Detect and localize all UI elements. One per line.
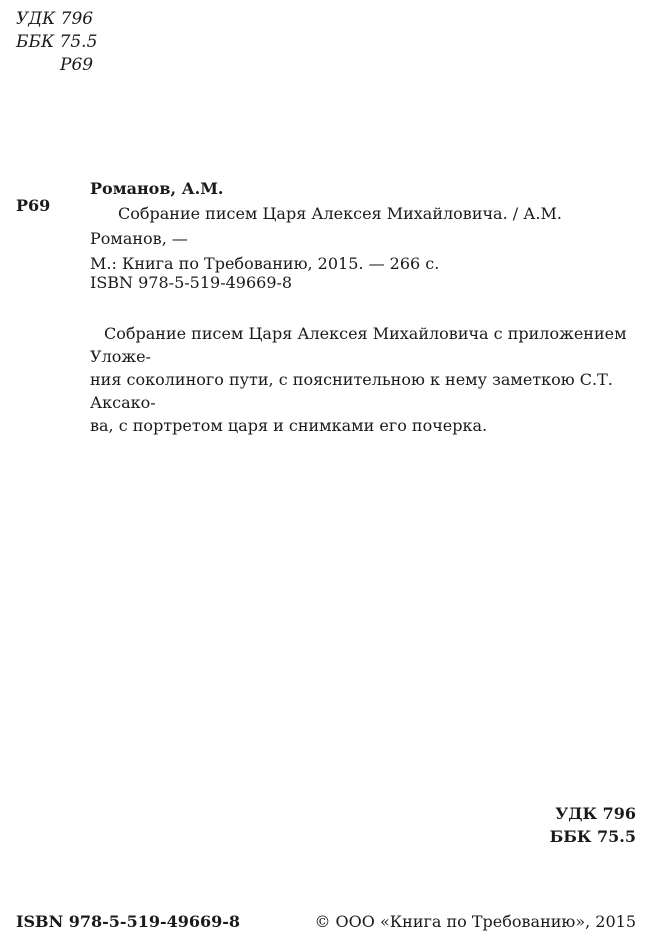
corner-udk: УДК 796	[16, 9, 94, 29]
bibliographic-record	[90, 176, 638, 276]
footer-isbn: ISBN 978-5-519-49669-8	[16, 912, 241, 931]
annotation-line: ния соколиного пути, с пояснительною к нему заметкою С.Т. Аксако-	[90, 370, 613, 412]
isbn-line: ISBN 978-5-519-49669-8	[90, 273, 293, 292]
corner-classification	[16, 8, 97, 77]
corner-author-mark: Р69	[60, 55, 94, 75]
annotation-line: Собрание писем Царя Алексея Михайловича с приложением Уложе-	[90, 324, 627, 366]
bottom-udk: УДК 796	[555, 804, 636, 823]
record-publication: М.: Книга по Требованию, 2015. — 266 с.	[90, 254, 440, 273]
annotation-line: ва, с портретом царя и снимками его почерка.	[90, 416, 488, 435]
annotation	[90, 322, 638, 437]
corner-bbk: ББК 75.5	[16, 32, 98, 52]
footer-copyright: © ООО «Книга по Требованию», 2015	[314, 912, 636, 931]
record-author: Романов, А.М.	[90, 179, 224, 198]
bottom-classification	[550, 802, 636, 848]
record-title: Собрание писем Царя Алексея Михайловича. / А.М. Романов, —	[90, 204, 562, 248]
bottom-bbk: ББК 75.5	[549, 827, 636, 846]
author-mark: Р69	[16, 196, 51, 215]
